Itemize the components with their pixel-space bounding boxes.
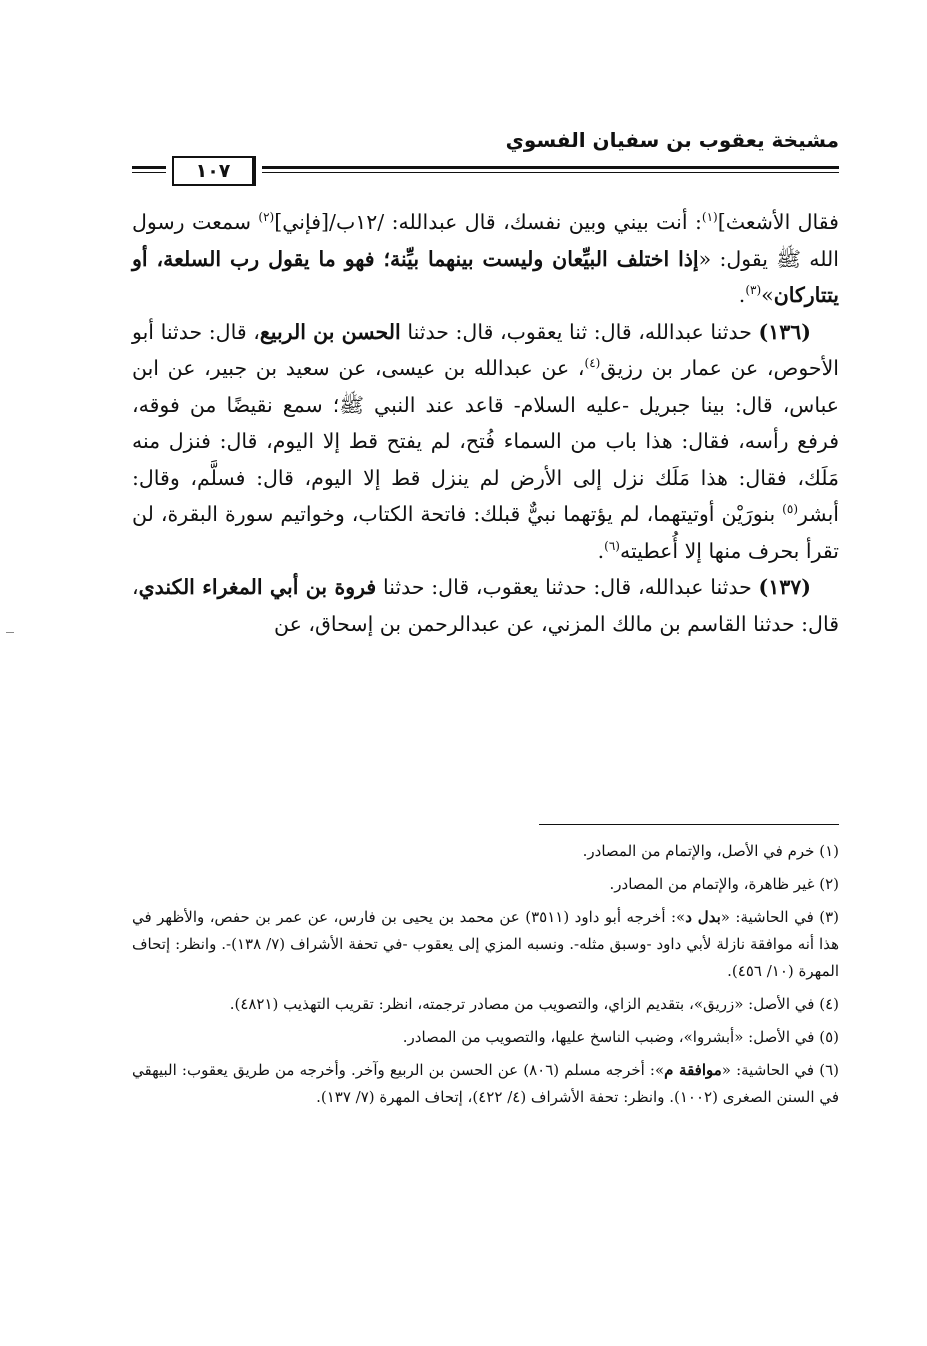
text-run: . bbox=[738, 283, 746, 307]
hadith-137 bbox=[132, 569, 839, 642]
paragraph-continuation bbox=[132, 204, 839, 314]
footnote-1: (١) خرم في الأصل، والإتمام من المصادر. bbox=[582, 842, 839, 860]
footnote-ref-1: (١) bbox=[701, 210, 718, 225]
text-run: ، عن عبدالله بن عيسى، عن سعيد بن جبير، عن ابن عباس، قال: بينا جبريل -عليه السلام- قاعد عند النبي ﷺ؛ سمع نقيضًا من فوقه، فرفع رأسه، فقال: هذا باب من السماء فُتح، لم يفتح قط إلا اليوم، قال: فنزل منه مَلَك، فقال: هذا مَلَك نزل إلى الأرض لم ينزل قط إلا اليوم، قال: فسلَّم، وقال: أبشر bbox=[132, 356, 839, 526]
footnote-ref-2: (٢) bbox=[258, 210, 275, 225]
footnote-emphasis: موافقة م bbox=[664, 1061, 722, 1079]
scan-margin-mark bbox=[6, 632, 14, 633]
narrator-name: فروة بن أبي المغراء الكندي bbox=[138, 575, 377, 599]
text-run: : أنت بيني وبين نفسك، قال عبدالله: /١٢ب/[فإني] bbox=[274, 210, 702, 234]
text-run: حدثنا عبدالله، قال: حدثنا يعقوب، قال: حدثنا bbox=[376, 575, 759, 599]
text-run: »: أخرجه أبو داود (٣٥١١) عن محمد بن يحيى بن فارس، عن عمر بن حفص، والأظهر في هذا أنه موافقة نازلة لأبي داود -وسبق مثله-. ونسبه المزي إلى يعقوب -في تحفة الأشراف (٧/ ١٣٨)-. وانظر: إتحاف المهرة (١٠/ ٤٥٦). bbox=[132, 908, 839, 980]
text-run: ، قال: حدثنا أبو الأحوص، عن عمار بن رزيق bbox=[132, 319, 839, 380]
header-rule-right-line bbox=[262, 166, 839, 173]
footnote-ref-6: (٦) bbox=[604, 538, 620, 553]
hadith-quote: إذا اختلف البيِّعان وليست بينهما بيِّنة؛ فهو ما يقول رب السلعة، أو يتتاركان bbox=[132, 246, 839, 307]
hadith-number: (١٣٧) bbox=[758, 575, 811, 599]
text-run: (٣) في الحاشية: « bbox=[720, 908, 839, 926]
text-run: . bbox=[597, 538, 605, 563]
page-number: ١٠٧ bbox=[172, 156, 256, 186]
main-text bbox=[132, 204, 839, 642]
footnote-2: (٢) غير ظاهرة، والإتمام من المصادر. bbox=[609, 875, 839, 893]
hadith-number: (١٣٦) bbox=[758, 319, 811, 344]
text-run: »: أخرجه مسلم (٨٠٦) عن الحسن بن الربيع وآخر. وأخرجه من طريق يعقوب: البيهقي في السنن الصغرى (١٠٠٢). وانظر: تحفة الأشراف (٤/ ٤٢٢)، إتحاف المهرة (٧/ ١٣٧). bbox=[132, 1061, 839, 1106]
header-rule-left-line bbox=[132, 166, 166, 173]
footnote-ref-5: (٥) bbox=[782, 502, 798, 517]
footnote-3 bbox=[132, 904, 839, 985]
footnotes bbox=[132, 838, 839, 1117]
footnote-ref-4: (٤) bbox=[584, 356, 601, 371]
footnote-5: (٥) في الأصل: «أبشروا»، وضبب الناسخ عليها، والتصويب من المصادر. bbox=[402, 1028, 839, 1046]
footnote-separator bbox=[539, 824, 839, 825]
footnote-emphasis: بدل د bbox=[685, 908, 721, 926]
header-rule bbox=[132, 160, 839, 180]
hadith-136 bbox=[132, 314, 839, 570]
text-run: » bbox=[761, 283, 774, 307]
text-run: حدثنا عبدالله، قال: ثنا يعقوب، قال: حدثنا bbox=[400, 319, 759, 344]
text-run: ، قال: حدثنا القاسم بن مالك المزني، عن عبدالرحمن بن إسحاق، عن bbox=[132, 575, 839, 636]
text-run: بنورَيْن أوتيتهما، لم يؤتهما نبيٌّ قبلك: فاتحة الكتاب، وخواتيم سورة البقرة، لن تقرأ بحرف منها إلا أُعطيته bbox=[132, 502, 839, 563]
text-run: سمعت رسول الله ﷺ يقول: « bbox=[132, 210, 840, 271]
running-title: مشيخة يعقوب بن سفيان الفسوي bbox=[505, 128, 839, 152]
text-run: فقال الأشعث] bbox=[717, 210, 839, 234]
footnote-4: (٤) في الأصل: «زريق»، بتقديم الزاي، والتصويب من مصادر ترجمته، انظر: تقريب التهذيب (٤٨٢١). bbox=[229, 995, 839, 1013]
footnote-6 bbox=[132, 1057, 839, 1111]
text-run: (٦) في الحاشية: « bbox=[721, 1061, 839, 1079]
footnote-ref-3: (٣) bbox=[745, 283, 762, 298]
narrator-name: الحسن بن الربيع bbox=[259, 319, 401, 344]
